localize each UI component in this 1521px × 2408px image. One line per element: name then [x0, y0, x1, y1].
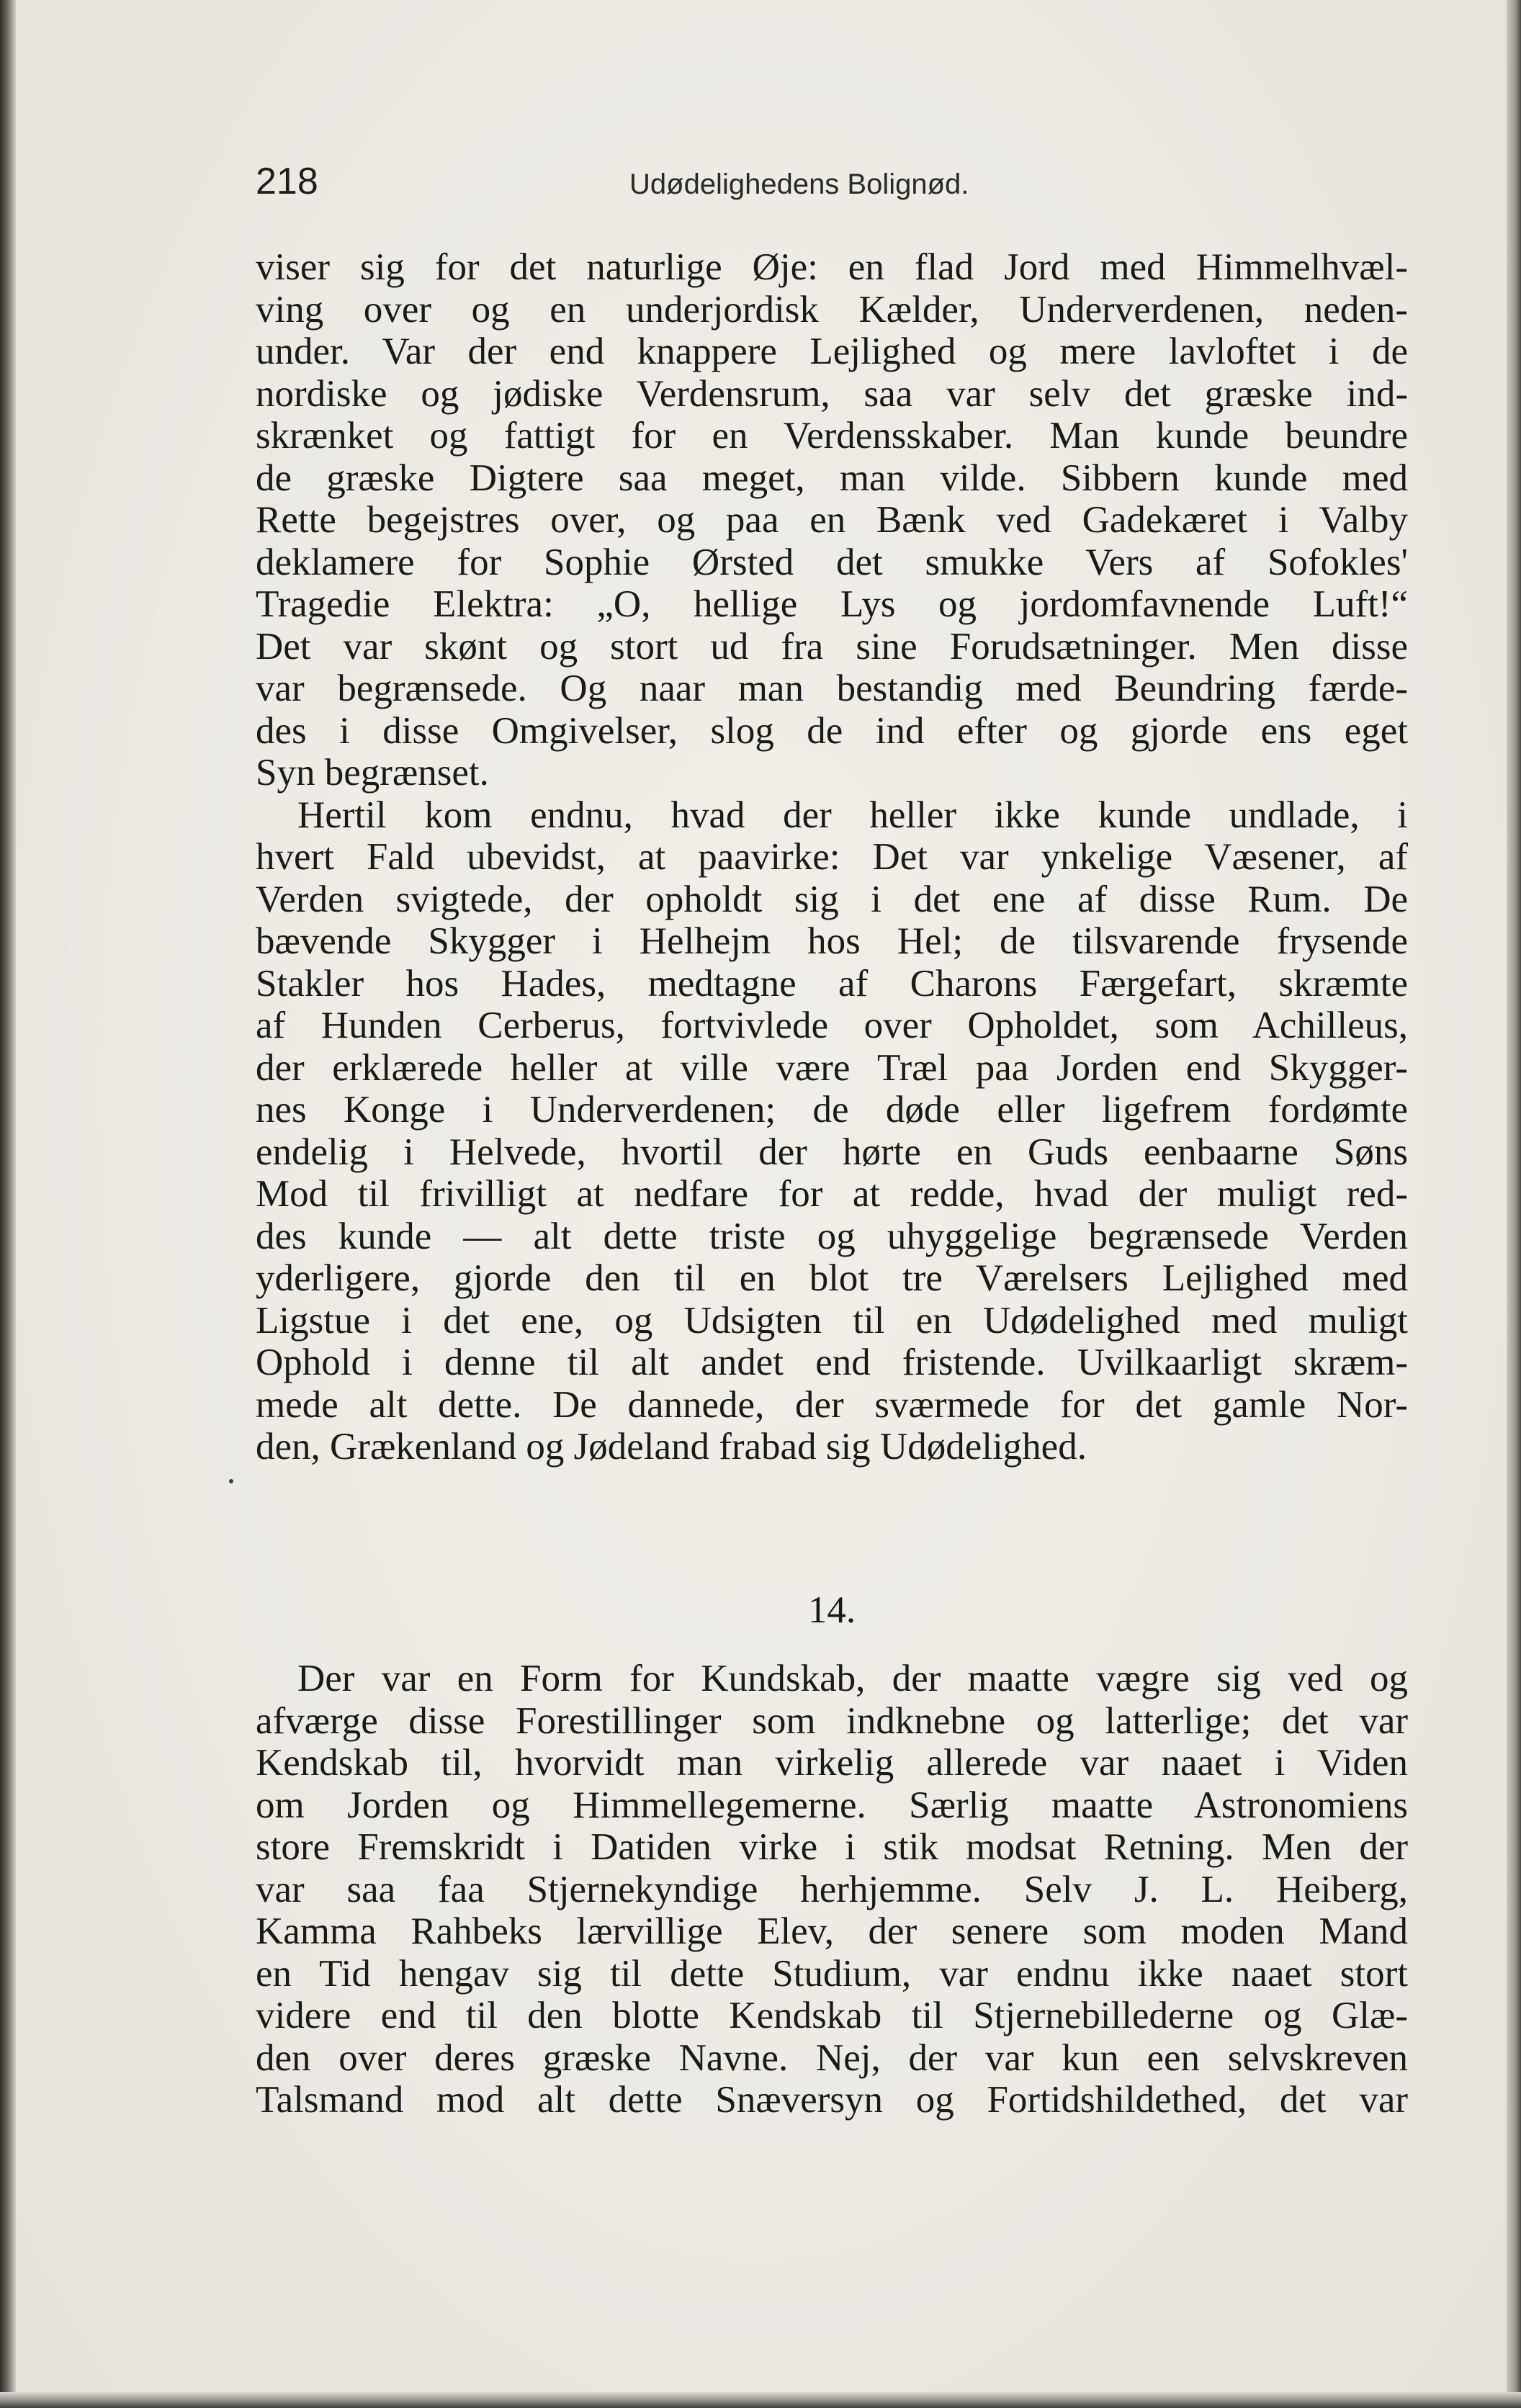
text-line: Verden svigtede, der opholdt sig i det ene af disse Rum. De: [256, 878, 1408, 920]
text-line: Syn begrænset.: [256, 752, 489, 794]
text-line: Rette begejstres over, og paa en Bænk ved Gadekæret i Valby: [256, 499, 1408, 541]
page-number: 218: [256, 161, 318, 202]
paragraph-3: [256, 1658, 1408, 2121]
text-line: om Jorden og Himmellegemerne. Særlig maatte Astronomiens: [256, 1784, 1408, 1826]
ink-speck: [229, 1479, 233, 1483]
text-line: en Tid hengav sig til dette Studium, var endnu ikke naaet stort: [256, 1952, 1408, 1995]
text-line: Der var en Form for Kundskab, der maatte vægre sig ved og: [297, 1658, 1408, 1699]
text-line: Hertil kom endnu, hvad der heller ikke kunde undlade, i: [297, 794, 1408, 836]
text-line: af Hunden Cerberus, fortvivlede over Opholdet, som Achilleus,: [256, 1005, 1408, 1046]
paragraph-1: [256, 246, 1408, 794]
page-header: [256, 160, 1408, 210]
text-line: nes Konge i Underverdenen; de døde eller ligefrem fordømte: [256, 1089, 1408, 1131]
text-line: hvert Fald ubevidst, at paavirke: Det var ynkelige Væsener, af: [256, 836, 1408, 878]
text-line: nordiske og jødiske Verdensrum, saa var selv det græske ind-: [256, 372, 1408, 415]
text-line: skrænket og fattigt for en Verdensskaber. Man kunde beundre: [256, 415, 1408, 457]
text-line: viser sig for det naturlige Øje: en flad Jord med Himmelhvæl-: [256, 246, 1408, 288]
text-line: Tragedie Elektra: „O, hellige Lys og jordomfavnende Luft!“: [256, 583, 1408, 625]
paragraph-2: [256, 794, 1408, 1468]
page-bottom-edge: [0, 2392, 1521, 2408]
running-head: Udødelighedens Bolignød.: [629, 169, 969, 200]
text-line: deklamere for Sophie Ørsted det smukke Vers af Sofokles': [256, 541, 1408, 583]
text-line: den over deres græske Navne. Nej, der var kun een selvskreven: [256, 2036, 1408, 2079]
text-line: Kamma Rahbeks lærvillige Elev, der senere som moden Mand: [256, 1910, 1408, 1952]
text-line: des i disse Omgivelser, slog de ind efter og gjorde ens eget: [256, 709, 1408, 752]
text-line: bævende Skygger i Helhejm hos Hel; de tilsvarende frysende: [256, 920, 1408, 962]
text-line: store Fremskridt i Datiden virke i stik modsat Retning. Men der: [256, 1826, 1408, 1868]
text-line: afværge disse Forestillinger som indknebne og latterlige; det var: [256, 1699, 1408, 1742]
text-line: yderligere, gjorde den til en blot tre Værelsers Lejlighed med: [256, 1257, 1408, 1299]
text-line: Stakler hos Hades, medtagne af Charons Færgefart, skræmte: [256, 962, 1408, 1005]
text-line: Talsmand mod alt dette Snæversyn og Fortidshildethed, det var: [256, 2079, 1408, 2121]
text-line: Kendskab til, hvorvidt man virkelig allerede var naaet i Viden: [256, 1742, 1408, 1784]
text-line: var begrænsede. Og naar man bestandig med Beundring færde-: [256, 668, 1408, 709]
text-line: de græske Digtere saa meget, man vilde. Sibbern kunde med: [256, 457, 1408, 499]
text-line: endelig i Helvede, hvortil der hørte en Guds eenbaarne Søns: [256, 1131, 1408, 1173]
text-line: var saa faa Stjernekyndige herhjemme. Selv J. L. Heiberg,: [256, 1868, 1408, 1910]
text-line: Mod til frivilligt at nedfare for at redde, hvad der muligt red-: [256, 1173, 1408, 1215]
text-line: Ligstue i det ene, og Udsigten til en Udødelighed med muligt: [256, 1299, 1408, 1342]
text-line: Det var skønt og stort ud fra sine Forudsætninger. Men disse: [256, 625, 1408, 668]
text-line: der erklærede heller at ville være Træl paa Jorden end Skygger-: [256, 1046, 1408, 1089]
text-line: mede alt dette. De dannede, der sværmede for det gamle Nor-: [256, 1383, 1408, 1426]
text-line: Ophold i denne til alt andet end fristende. Uvilkaarligt skræm-: [256, 1342, 1408, 1383]
text-line: under. Var der end knappere Lejlighed og mere lavloftet i de: [256, 331, 1408, 372]
section-number: 14.: [807, 1589, 856, 1631]
text-line: den, Grækenland og Jødeland frabad sig Udødelighed.: [256, 1426, 1087, 1468]
text-line: des kunde — alt dette triste og uhyggelige begrænsede Verden: [256, 1215, 1408, 1257]
text-line: videre end til den blotte Kendskab til Stjernebillederne og Glæ-: [256, 1995, 1408, 2036]
text-line: ving over og en underjordisk Kælder, Underverdenen, neden-: [256, 288, 1408, 331]
